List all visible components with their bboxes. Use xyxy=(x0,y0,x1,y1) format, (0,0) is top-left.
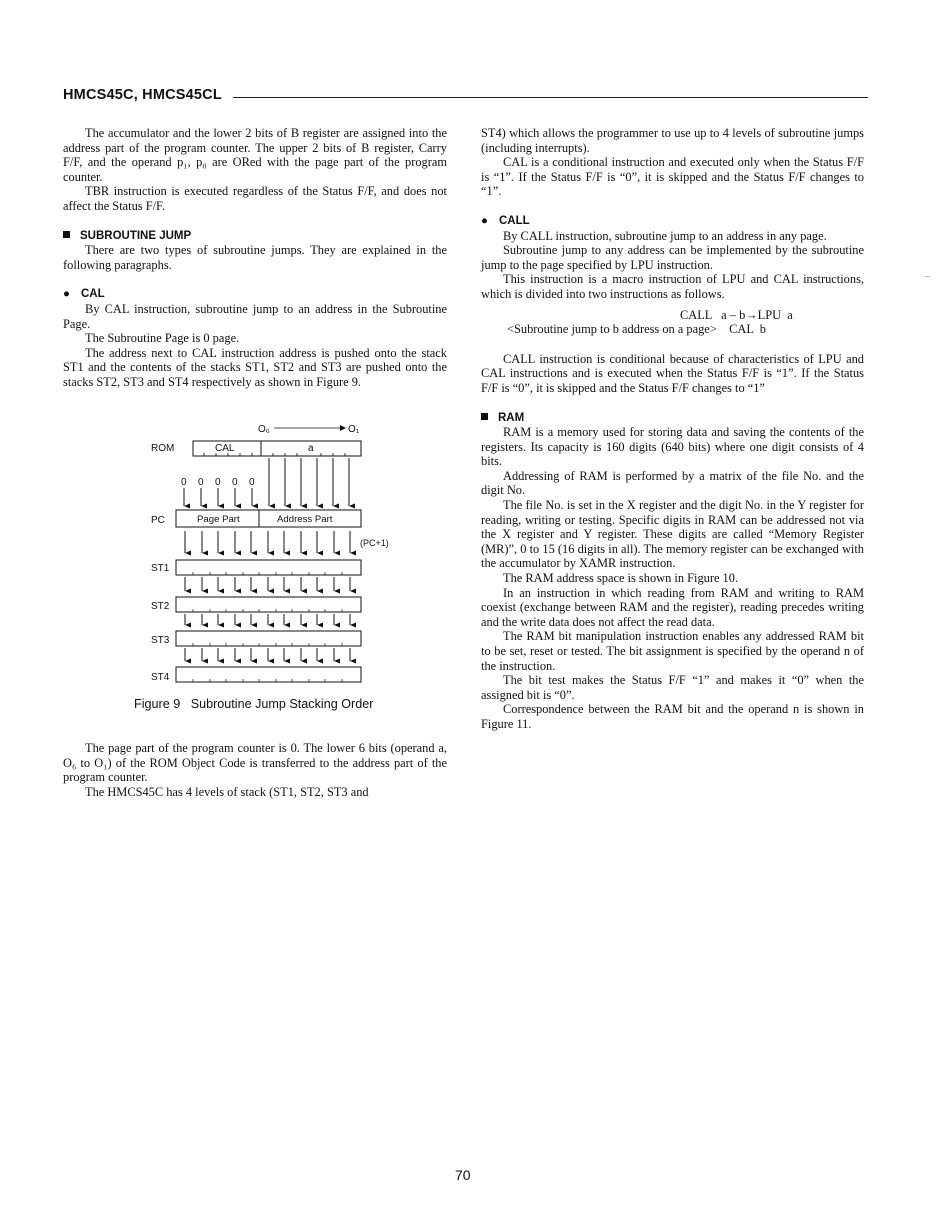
zero-label: 0 xyxy=(198,477,204,488)
paragraph: The RAM address space is shown in Figure 10. xyxy=(503,571,739,586)
left-column-lower xyxy=(63,741,447,799)
paragraph: CAL is a conditional instruction and executed only when the Status F/F is “1”. If the Status F/F is “0”, it is skipped and the Status F/F changes to “1”. xyxy=(481,155,864,199)
zero-label: 0 xyxy=(249,477,255,488)
square-bullet-icon xyxy=(63,231,70,238)
section-heading-ram: RAM xyxy=(481,411,864,426)
st2-label: ST2 xyxy=(151,601,170,612)
paragraph: Subroutine jump to any address can be implemented by the subroutine jump to the page specified by LPU instruction. xyxy=(481,243,864,272)
cal-field: CAL xyxy=(215,443,235,454)
operand-arrows xyxy=(269,458,349,506)
document-title: HMCS45C, HMCS45CL xyxy=(63,87,222,103)
pc-to-st1-arrows xyxy=(185,531,350,553)
st1-box xyxy=(176,560,361,575)
o6-label: O₆ xyxy=(258,424,270,435)
paragraph: The bit test makes the Status F/F “1” and makes it “0” when the assigned bit is “0”. xyxy=(481,673,864,702)
st3-label: ST3 xyxy=(151,635,170,646)
right-column xyxy=(481,126,864,732)
paragraph: In an instruction in which reading from RAM and writing to RAM coexist (exchange between RAM and the register), reading precedes writing and the write data does not affect the read data. xyxy=(481,585,864,629)
zero-label: 0 xyxy=(181,477,187,488)
a-field: a xyxy=(308,443,314,454)
paragraph: By CALL instruction, subroutine jump to an address in any page. xyxy=(503,228,827,243)
margin-mark: – xyxy=(925,271,930,282)
paragraph: ST4) which allows the programmer to use up to 4 levels of subroutine jumps (including interrupts). xyxy=(481,126,864,155)
paragraph: This instruction is a macro instruction of LPU and CAL instructions, which is divided into two instructions as follows. xyxy=(481,272,864,301)
round-bullet-icon: ● xyxy=(63,288,70,301)
figure-9-diagram xyxy=(145,420,389,690)
zero-arrows xyxy=(184,488,252,506)
st2-box xyxy=(176,597,361,612)
round-bullet-icon: ● xyxy=(481,214,488,227)
st2-to-st3-arrows xyxy=(185,614,350,625)
section-heading-call: ● CALL xyxy=(481,214,530,227)
paragraph: The HMCS45C has 4 levels of stack (ST1, ST2, ST3 and xyxy=(85,784,369,799)
st3-to-st4-arrows xyxy=(185,648,350,661)
section-heading-subroutine-jump: SUBROUTINE JUMP xyxy=(63,229,447,244)
st1-to-st2-arrows xyxy=(185,577,350,591)
paragraph: Addressing of RAM is performed by a matrix of the file No. and the digit No. xyxy=(481,468,864,498)
page-part-field: Page Part xyxy=(197,514,240,525)
paragraph: RAM is a memory used for storing data and saving the contents of the registers. Its capacity is 160 digits (640 bits) where one digit consists of 4 bits. xyxy=(481,425,864,469)
rom-label: ROM xyxy=(151,443,175,454)
paragraph: The Subroutine Page is 0 page. xyxy=(85,331,240,346)
st4-label: ST4 xyxy=(151,672,170,683)
address-part-field: Address Part xyxy=(277,514,333,525)
paragraph: By CAL instruction, subroutine jump to an address in the Subroutine Page. xyxy=(63,301,447,331)
code-line-2: <Subroutine jump to b address on a page> CAL b xyxy=(507,322,766,337)
paragraph: The file No. is set in the X register and the digit No. in the Y register for reading, writing or testing. Specific digits in RAM can be addressed not via the X register and Y register. These digits are called “Memory Register (MR)”, 0 to 15 (16 digits in all). The memory register can be exchanged with the accumulator by XAMR instruction. xyxy=(481,498,864,571)
range-arrow-icon xyxy=(340,425,346,431)
paragraph: TBR instruction is executed regardless of the Status F/F, and does not affect the Status F/F. xyxy=(63,184,447,213)
section-heading-cal: ● CAL xyxy=(63,288,105,301)
pc-plus-one-label: (PC+1) xyxy=(360,538,389,548)
st3-box xyxy=(176,631,361,646)
o1-label: O₁ xyxy=(348,424,360,435)
zero-label: 0 xyxy=(215,477,221,488)
page-number: 70 xyxy=(455,1167,471,1183)
paragraph: The RAM bit manipulation instruction enables any addressed RAM bit to be set, reset or tested. The bit assignment is specified by the operand n of the instruction. xyxy=(481,629,864,673)
page-header xyxy=(63,87,868,107)
paragraph: CALL instruction is conditional because of characteristics of LPU and CAL instructions and is executed when the Status F/F is “1”. If the Status F/F is “0”, it is skipped and the Status F/F changes to “1” xyxy=(481,351,864,395)
code-line-1: CALL a – b→LPU a xyxy=(680,307,793,322)
figure-9-caption: Figure 9 Subroutine Jump Stacking Order xyxy=(134,697,374,711)
zero-label: 0 xyxy=(232,477,238,488)
st4-box xyxy=(176,667,361,682)
paragraph: The accumulator and the lower 2 bits of B register are assigned into the address part of the program counter. The upper 2 bits of B register, Carry F/F, and the operand p₁, p₀ are ORed with the page part of the program counter. xyxy=(63,126,447,184)
pc-label: PC xyxy=(151,515,165,526)
left-column-upper xyxy=(63,126,447,390)
st1-label: ST1 xyxy=(151,563,170,574)
square-bullet-icon xyxy=(481,413,488,420)
paragraph: There are two types of subroutine jumps. They are explained in the following paragraphs. xyxy=(63,243,447,272)
paragraph: The address next to CAL instruction address is pushed onto the stack ST1 and the contents of the stacks ST1, ST2 and ST3 are pushed onto the stacks ST2, ST3 and ST4 respectively as shown in Figure 9. xyxy=(63,345,447,389)
paragraph: Correspondence between the RAM bit and the operand n is shown in Figure 11. xyxy=(481,702,864,731)
paragraph: The page part of the program counter is 0. The lower 6 bits (operand a, O₆ to O₁) of the ROM Object Code is transferred to the address part of the program counter. xyxy=(63,741,447,785)
header-rule xyxy=(233,97,868,98)
